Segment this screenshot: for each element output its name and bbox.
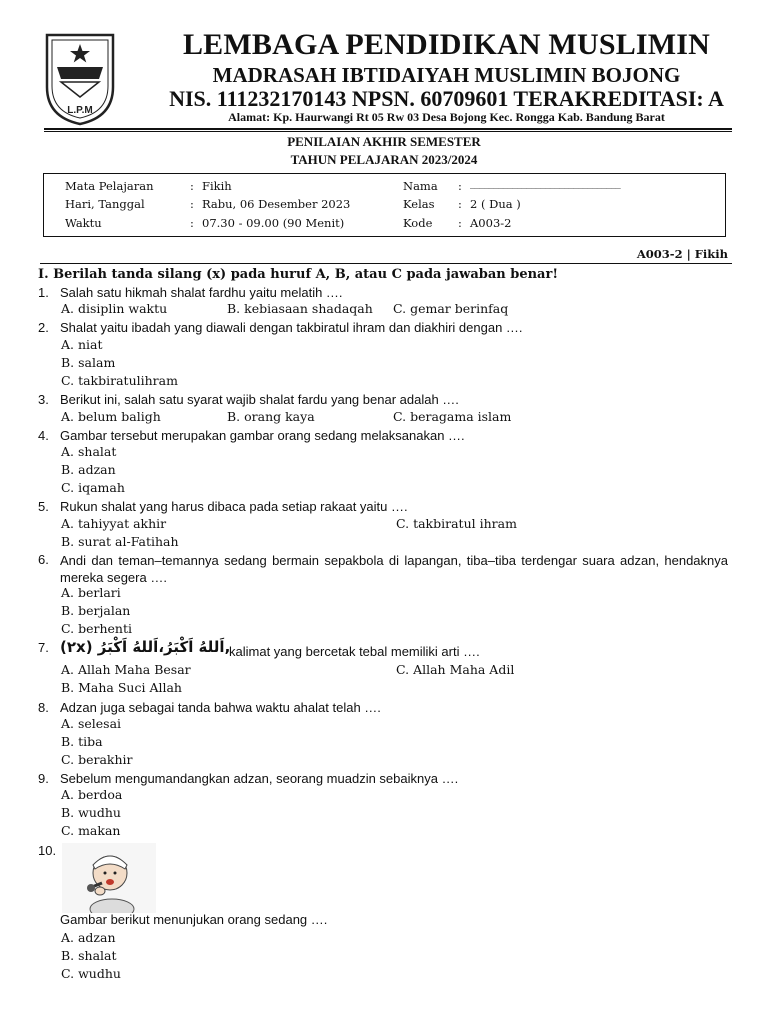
colon: : — [458, 179, 462, 193]
colon: : — [190, 197, 194, 211]
option-c[interactable]: C. berhenti — [61, 621, 132, 636]
colon: : — [458, 197, 462, 211]
page-code-header: A003-2 | Fikih — [636, 247, 728, 261]
question-number: 6. — [38, 552, 49, 567]
question-text: Sebelum mengumandangkan adzan, seorang muadzin sebaiknya …. — [60, 771, 459, 786]
option-c[interactable]: C. takbiratul ihram — [396, 516, 517, 531]
question-text: kalimat yang bercetak tebal memiliki arti …. — [229, 644, 480, 659]
question-text: Gambar tersebut merupakan gambar orang sedang melaksanakan …. — [60, 428, 465, 443]
exam-info-box — [43, 173, 726, 237]
option-c[interactable]: C. takbiratulihram — [61, 373, 178, 388]
question-text: Shalat yaitu ibadah yang diawali dengan takbiratul ihram dan diakhiri dengan …. — [60, 320, 523, 335]
option-b[interactable]: B. surat al-Fatihah — [61, 534, 179, 549]
question-number: 4. — [38, 428, 49, 443]
header-rule-thin — [44, 131, 732, 132]
option-a[interactable]: A. belum baligh — [61, 409, 161, 424]
header-rule-thick — [44, 128, 732, 130]
subject-value: Fikih — [202, 179, 232, 193]
school-name: MADRASAH IBTIDAIYAH MUSLIMIN BOJONG — [212, 63, 681, 87]
section-instruction: I. Berilah tanda silang (x) pada huruf A, B, atau C pada jawaban benar! — [38, 267, 559, 282]
option-a[interactable]: A. selesai — [61, 716, 122, 731]
colon: : — [458, 216, 462, 230]
option-b[interactable]: B. salam — [61, 355, 116, 370]
question-text: Salah satu hikmah shalat fardhu yaitu melatih …. — [60, 285, 343, 300]
option-c[interactable]: C. berakhir — [61, 752, 133, 767]
code-value: A003-2 — [470, 216, 512, 230]
institution-name: LEMBAGA PENDIDIKAN MUSLIMIN — [182, 28, 711, 61]
option-a[interactable]: A. berdoa — [61, 787, 123, 802]
question-number: 10. — [38, 843, 57, 858]
option-c[interactable]: C. wudhu — [61, 966, 121, 981]
school-address: Alamat: Kp. Haurwangi Rt 05 Rw 03 Desa Bojong Kec. Rongga Kab. Bandung Barat — [228, 110, 665, 124]
colon: : — [190, 216, 194, 230]
option-a[interactable]: A. berlari — [61, 585, 121, 600]
exam-year: TAHUN PELAJARAN 2023/2024 — [290, 152, 478, 167]
option-a[interactable]: A. tahiyyat akhir — [61, 516, 167, 531]
question-text: Andi dan teman–temannya sedang bermain sepakbola di lapangan, tiba–tiba terdengar suara adzan, hendaknya mereka segera …. — [60, 553, 728, 585]
option-b[interactable]: B. berjalan — [61, 603, 131, 618]
question-text: Berikut ini, salah satu syarat wajib shalat fardu yang benar adalah …. — [60, 392, 459, 407]
colon: : — [190, 179, 194, 193]
exam-title: PENILAIAN AKHIR SEMESTER — [287, 134, 481, 149]
question-text: Adzan juga sebagai tanda bahwa waktu ahalat telah …. — [60, 700, 381, 715]
divider — [40, 263, 732, 264]
option-b[interactable]: B. Maha Suci Allah — [61, 680, 182, 695]
option-c[interactable]: C. iqamah — [61, 480, 125, 495]
name-blank[interactable]: ________________________________ — [470, 178, 621, 189]
time-value: 07.30 - 09.00 (90 Menit) — [202, 216, 345, 230]
option-c[interactable]: C. gemar berinfaq — [393, 301, 509, 316]
question-number: 2. — [38, 320, 49, 335]
option-a[interactable]: A. Allah Maha Besar — [61, 662, 191, 677]
question-number: 9. — [38, 771, 49, 786]
date-label: Hari, Tanggal — [65, 197, 145, 211]
question-number: 7. — [38, 640, 49, 655]
option-c[interactable]: C. makan — [61, 823, 121, 838]
question-number: 1. — [38, 285, 49, 300]
option-b[interactable]: B. wudhu — [61, 805, 121, 820]
muadzin-illustration — [62, 843, 156, 913]
option-a[interactable]: A. niat — [61, 337, 103, 352]
option-b[interactable]: B. shalat — [61, 948, 117, 963]
school-ids: NIS. 111232170143 NPSN. 60709601 TERAKREDITASI: A — [169, 86, 724, 111]
name-label: Nama — [403, 179, 438, 193]
date-value: Rabu, 06 Desember 2023 — [202, 197, 351, 211]
question-number: 5. — [38, 499, 49, 514]
option-a[interactable]: A. adzan — [61, 930, 116, 945]
school-logo — [41, 27, 119, 127]
code-label: Kode — [403, 216, 433, 230]
option-c[interactable]: C. Allah Maha Adil — [396, 662, 515, 677]
class-value: 2 ( Dua ) — [470, 197, 521, 211]
time-label: Waktu — [65, 216, 102, 230]
option-b[interactable]: B. orang kaya — [227, 409, 315, 424]
question-number: 3. — [38, 392, 49, 407]
logo-text: L.P.M — [67, 105, 93, 116]
question-text: Rukun shalat yang harus dibaca pada setiap rakaat yaitu …. — [60, 499, 408, 514]
option-a[interactable]: A. shalat — [61, 444, 117, 459]
subject-label: Mata Pelajaran — [65, 179, 154, 193]
option-c[interactable]: C. beragama islam — [393, 409, 512, 424]
arabic-phrase: (٢x) اَللهُ اَكْبَرُ،اَللهُ اَكْبَرُ, — [60, 638, 231, 656]
option-b[interactable]: B. adzan — [61, 462, 116, 477]
option-a[interactable]: A. disiplin waktu — [61, 301, 168, 316]
question-text: Gambar berikut menunjukan orang sedang …. — [60, 912, 328, 927]
option-b[interactable]: B. kebiasaan shadaqah — [227, 301, 373, 316]
option-b[interactable]: B. tiba — [61, 734, 103, 749]
class-label: Kelas — [403, 197, 435, 211]
question-number: 8. — [38, 700, 49, 715]
